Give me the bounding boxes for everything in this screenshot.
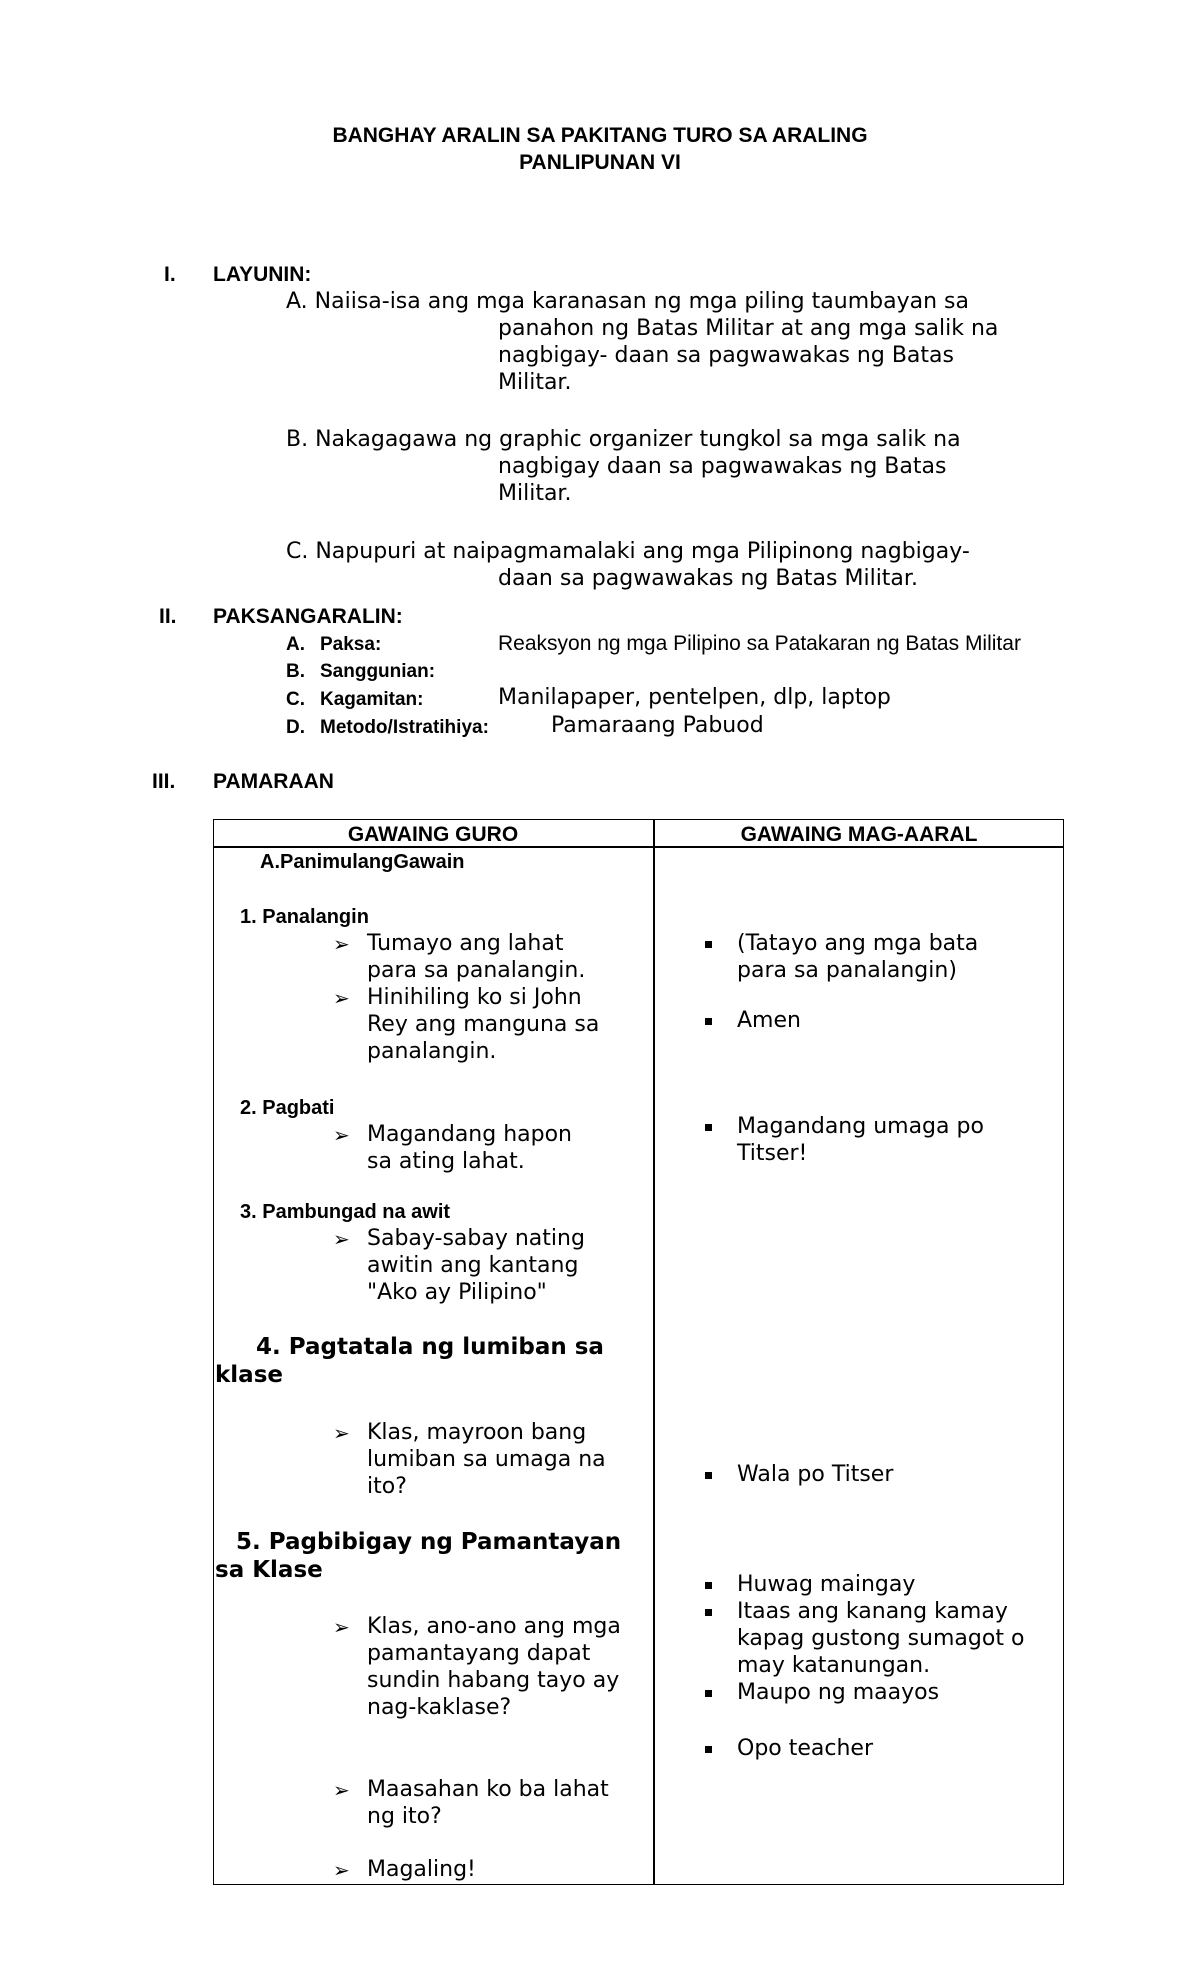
guro-text: "Ako ay Pilipino": [367, 1280, 547, 1305]
step-pagbati: 2. Pagbati: [240, 1097, 335, 1119]
square-bullet-icon: [705, 1582, 712, 1589]
objective-a-line: nagbigay- daan sa pagwawakas ng Batas: [498, 343, 954, 368]
guro-text: awitin ang kantang: [367, 1253, 579, 1278]
step-pambungad-na-awit: 3. Pambungad na awit: [240, 1201, 451, 1223]
sanggunian-letter: B.: [286, 661, 305, 682]
paksa-letter: A.: [286, 634, 305, 655]
guro-text: Sabay-sabay nating: [367, 1226, 585, 1251]
mag-aaral-text: (Tatayo ang mga bata: [737, 931, 979, 956]
objective-b-line: nagbigay daan sa pagwawakas ng Batas: [498, 454, 947, 479]
guro-text: sa ating lahat.: [367, 1149, 525, 1174]
mag-aaral-text: may katanungan.: [737, 1653, 931, 1678]
square-bullet-icon: [705, 1746, 712, 1753]
square-bullet-icon: [705, 1018, 712, 1025]
arrow-bullet-icon: ➢: [333, 1421, 350, 1445]
objective-a-line: panahon ng Batas Militar at ang mga salik na: [498, 316, 999, 341]
metodo-letter: D.: [286, 717, 305, 738]
step-pagtatala-line2: klase: [215, 1362, 283, 1388]
guro-text: Magaling!: [367, 1857, 476, 1882]
step-pamantayan-line2: sa Klase: [215, 1557, 323, 1583]
guro-text: sundin habang tayo ay: [367, 1668, 620, 1693]
guro-text: Maasahan ko ba lahat: [367, 1777, 609, 1802]
square-bullet-icon: [705, 941, 712, 948]
doc-title-line2: PANLIPUNAN VI: [519, 151, 681, 174]
mag-aaral-text: Magandang umaga po: [737, 1114, 984, 1139]
section2-title: PAKSANGARALIN:: [213, 605, 403, 628]
objective-a-line: A. Naiisa-isa ang mga karanasan ng mga piling taumbayan sa: [286, 289, 969, 314]
mag-aaral-text: Wala po Titser: [737, 1462, 894, 1487]
guro-text: Tumayo ang lahat: [367, 931, 564, 956]
arrow-bullet-icon: ➢: [333, 1778, 350, 1802]
arrow-bullet-icon: ➢: [333, 932, 350, 956]
objective-c-line: daan sa pagwawakas ng Batas Militar.: [498, 566, 918, 591]
guro-text: panalangin.: [367, 1039, 497, 1064]
kagamitan-letter: C.: [286, 689, 305, 710]
paksa-label: Paksa:: [320, 634, 382, 655]
doc-title-line1: BANGHAY ARALIN SA PAKITANG TURO SA ARALING: [332, 124, 868, 147]
section3-title: PAMARAAN: [213, 770, 334, 793]
guro-text: ito?: [367, 1474, 407, 1499]
mag-aaral-text: Titser!: [737, 1141, 808, 1166]
mag-aaral-text: Huwag maingay: [737, 1572, 916, 1597]
step-pamantayan-line1: 5. Pagbibigay ng Pamantayan: [236, 1529, 622, 1555]
guro-text: para sa panalangin.: [367, 958, 586, 983]
guro-text: Klas, ano-ano ang mga: [367, 1614, 621, 1639]
square-bullet-icon: [705, 1609, 712, 1616]
metodo-value: Pamaraang Pabuod: [551, 713, 764, 738]
sanggunian-label: Sanggunian:: [320, 661, 436, 682]
metodo-label: Metodo/Istratihiya:: [320, 717, 489, 738]
mag-aaral-text: Amen: [737, 1008, 801, 1033]
mag-aaral-text: kapag gustong sumagot o: [737, 1626, 1025, 1651]
panimulang-gawain: A.PanimulangGawain: [260, 851, 465, 873]
header-gawaing-mag-aaral: GAWAING MAG-AARAL: [740, 823, 978, 846]
mag-aaral-text: para sa panalangin): [737, 958, 957, 983]
section1-number: I.: [164, 263, 176, 286]
square-bullet-icon: [705, 1124, 712, 1131]
section1-title: LAYUNIN:: [213, 263, 312, 286]
objective-b-line: Militar.: [498, 481, 572, 506]
arrow-bullet-icon: ➢: [333, 1123, 350, 1147]
arrow-bullet-icon: ➢: [333, 1858, 350, 1882]
guro-text: ng ito?: [367, 1804, 442, 1829]
square-bullet-icon: [705, 1472, 712, 1479]
guro-text: Magandang hapon: [367, 1122, 572, 1147]
kagamitan-value: Manilapaper, pentelpen, dlp, laptop: [498, 685, 891, 710]
guro-text: Rey ang manguna sa: [367, 1012, 600, 1037]
square-bullet-icon: [705, 1690, 712, 1697]
step-pagtatala-line1: 4. Pagtatala ng lumiban sa: [256, 1334, 604, 1360]
guro-text: Klas, mayroon bang: [367, 1420, 587, 1445]
objective-a-line: Militar.: [498, 370, 572, 395]
arrow-bullet-icon: ➢: [333, 1615, 350, 1639]
guro-text: nag-kaklase?: [367, 1695, 512, 1720]
objective-c-line: C. Napupuri at naipagmamalaki ang mga Pilipinong nagbigay-: [286, 539, 970, 564]
arrow-bullet-icon: ➢: [333, 986, 350, 1010]
guro-text: lumiban sa umaga na: [367, 1447, 606, 1472]
mag-aaral-text: Itaas ang kanang kamay: [737, 1599, 1008, 1624]
table-column-divider: [653, 819, 655, 1885]
arrow-bullet-icon: ➢: [333, 1227, 350, 1251]
header-gawaing-guro: GAWAING GURO: [347, 823, 519, 846]
mag-aaral-text: Opo teacher: [737, 1736, 873, 1761]
mag-aaral-text: Maupo ng maayos: [737, 1680, 940, 1705]
objective-b-line: B. Nakagagawa ng graphic organizer tungkol sa mga salik na: [286, 427, 961, 452]
section2-number: II.: [159, 605, 177, 628]
step-panalangin: 1. Panalangin: [240, 906, 369, 928]
guro-text: pamantayang dapat: [367, 1641, 591, 1666]
section3-number: III.: [152, 770, 176, 793]
kagamitan-label: Kagamitan:: [320, 689, 424, 710]
paksa-value: Reaksyon ng mga Pilipino sa Patakaran ng Batas Militar: [498, 632, 1021, 655]
guro-text: Hinihiling ko si John: [367, 985, 582, 1010]
